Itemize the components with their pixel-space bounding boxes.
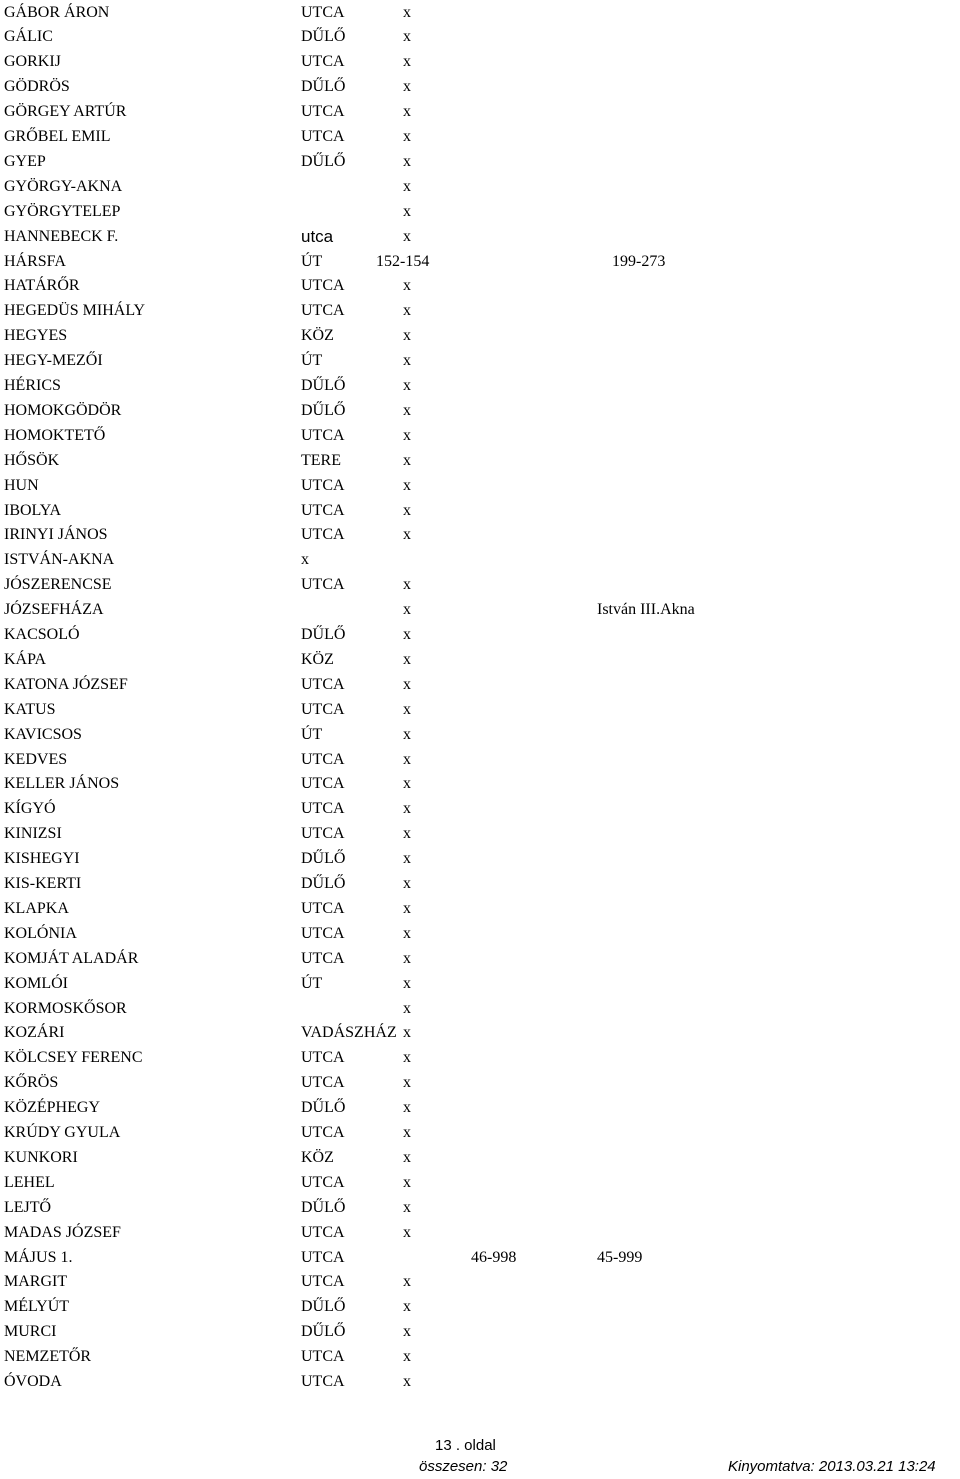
table-row: [0, 548, 960, 573]
mark-cell: x: [403, 1049, 411, 1067]
street-type: UTCA: [301, 103, 345, 121]
street-name: HUN: [4, 476, 39, 494]
mark-cell: x: [403, 800, 411, 818]
street-type: DŰLŐ: [301, 78, 346, 96]
table-row: [0, 573, 960, 598]
mark-cell: x: [403, 128, 411, 145]
street-type: UTCA: [301, 576, 345, 594]
street-name: KEDVES: [4, 750, 68, 768]
table-row: [0, 1071, 960, 1096]
street-name: HŐSÖK: [4, 451, 60, 469]
street-type: DŰLŐ: [301, 626, 346, 643]
street-type: UTCA: [301, 1248, 345, 1266]
mark-cell: x: [403, 924, 411, 942]
table-row: [0, 299, 960, 324]
total-pages: összesen: 32: [419, 1458, 508, 1475]
mark-cell: x: [403, 377, 411, 394]
street-name: KATONA JÓZSEF: [4, 675, 128, 693]
mark-cell: x: [403, 476, 411, 494]
table-row: [0, 474, 960, 499]
street-name: ISTVÁN-AKNA: [4, 551, 115, 569]
street-name: KÍGYÓ: [4, 800, 56, 818]
street-name: MÉLYÚT: [4, 1298, 70, 1316]
mark-cell: x: [403, 775, 411, 793]
mark-cell: x: [403, 327, 411, 345]
mark-cell: x: [403, 1373, 411, 1390]
mark-cell: x: [403, 451, 411, 469]
street-type: UTCA: [301, 1348, 345, 1366]
street-type: UTCA: [301, 302, 345, 320]
street-name: KÖZÉPHEGY: [4, 1099, 100, 1117]
street-type: KÖZ: [301, 327, 334, 345]
street-type: DŰLŐ: [301, 850, 346, 868]
table-row: [0, 1320, 960, 1345]
mark-cell: x: [403, 700, 411, 718]
street-name: IBOLYA: [4, 501, 62, 519]
mark-cell: x: [403, 1348, 411, 1366]
street-name: GÖDRÖS: [4, 78, 70, 96]
table-row: [0, 225, 960, 250]
street-type: UTCA: [301, 501, 345, 519]
street-type: TERE: [301, 451, 341, 469]
mark-cell: x: [403, 1323, 411, 1341]
mark-cell: x: [403, 999, 411, 1017]
mark-cell: x: [403, 650, 411, 668]
street-type: DŰLŐ: [301, 28, 346, 46]
print-timestamp: Kinyomtatva: 2013.03.21 13:24: [728, 1458, 936, 1475]
street-type: DŰLŐ: [301, 875, 346, 892]
table-row: [0, 872, 960, 897]
table-row: [0, 648, 960, 673]
street-type: VADÁSZHÁZ: [301, 1024, 397, 1042]
street-type: UTCA: [301, 1373, 345, 1390]
table-row: [0, 897, 960, 922]
street-type: UTCA: [301, 1173, 345, 1191]
mark-cell: x: [403, 277, 411, 295]
mark-cell: x: [403, 825, 411, 843]
table-row: [0, 499, 960, 524]
mark-cell: x: [403, 899, 411, 917]
table-row: [0, 1221, 960, 1246]
house-number-range-even: 46-998: [471, 1248, 517, 1266]
mark-cell: x: [403, 1173, 411, 1191]
table-row: [0, 374, 960, 399]
street-name: HANNEBECK F.: [4, 227, 119, 245]
mark-cell: x: [403, 352, 411, 370]
mark-cell: x: [403, 725, 411, 743]
table-row: [0, 598, 960, 623]
street-name: IRINYI JÁNOS: [4, 526, 108, 544]
street-name: GÁLIC: [4, 28, 53, 46]
street-type: UTCA: [301, 1049, 345, 1067]
street-type: UTCA: [301, 1273, 345, 1291]
street-name: HOMOKGÖDÖR: [4, 401, 122, 419]
street-name: KŐRÖS: [4, 1074, 59, 1092]
street-type: UTCA: [301, 949, 345, 967]
table-row: [0, 274, 960, 299]
street-name: KOZÁRI: [4, 1024, 65, 1042]
table-row: [0, 922, 960, 947]
table-row: [0, 200, 960, 225]
table-row: [0, 698, 960, 723]
table-row: [0, 100, 960, 125]
mark-cell: x: [403, 601, 411, 619]
table-row: [0, 25, 960, 50]
mark-cell: x: [403, 1223, 411, 1241]
street-type: ÚT: [301, 252, 323, 270]
mark-cell: x: [403, 626, 411, 643]
street-name: KUNKORI: [4, 1148, 78, 1166]
mark-cell: x: [403, 302, 411, 320]
table-row: [0, 75, 960, 100]
street-type: DŰLŐ: [301, 1323, 346, 1341]
street-name: MADAS JÓZSEF: [4, 1223, 121, 1241]
table-row: [0, 50, 960, 75]
mark-cell: x: [403, 949, 411, 967]
street-type: ÚT: [301, 352, 323, 370]
table-row: [0, 1295, 960, 1320]
mark-cell: x: [403, 3, 411, 21]
street-type: UTCA: [301, 53, 345, 71]
mark-cell: x: [403, 103, 411, 121]
table-row: [0, 1196, 960, 1221]
table-row: [0, 1345, 960, 1370]
mark-cell: x: [403, 152, 411, 170]
street-name: ÓVODA: [4, 1373, 62, 1390]
table-row: [0, 748, 960, 773]
mark-cell: x: [403, 53, 411, 71]
street-name: LEHEL: [4, 1173, 55, 1191]
table-row: [0, 673, 960, 698]
house-number-range-even: 152-154: [376, 252, 430, 270]
street-name: KLAPKA: [4, 899, 69, 917]
street-name: LEJTŐ: [4, 1198, 52, 1216]
street-name: HEGY-MEZŐI: [4, 352, 103, 370]
table-row: [0, 399, 960, 424]
street-name: KAVICSOS: [4, 725, 82, 743]
street-name: HOMOKTETŐ: [4, 426, 106, 444]
row-note: István III.Akna: [597, 601, 695, 619]
street-type: UTCA: [301, 526, 345, 544]
table-row: [0, 797, 960, 822]
street-name: HÁRSFA: [4, 252, 66, 270]
street-type: UTCA: [301, 700, 345, 718]
street-name: JÓZSEFHÁZA: [4, 601, 104, 619]
street-type: UTCA: [301, 277, 345, 295]
mark-cell: x: [403, 974, 411, 992]
street-type: UTCA: [301, 128, 345, 145]
street-name: KELLER JÁNOS: [4, 775, 120, 793]
mark-cell: x: [403, 1099, 411, 1117]
street-type: UTCA: [301, 3, 345, 21]
street-name: NEMZETŐR: [4, 1348, 92, 1366]
street-type: UTCA: [301, 476, 345, 494]
mark-cell: x: [403, 875, 411, 892]
table-row: [0, 1171, 960, 1196]
street-name: JÓSZERENCSE: [4, 576, 112, 594]
mark-cell: x: [403, 1124, 411, 1141]
street-type: KÖZ: [301, 1148, 334, 1166]
table-row: [0, 723, 960, 748]
street-type: UTCA: [301, 1124, 345, 1141]
table-row: [0, 349, 960, 374]
mark-cell: x: [403, 28, 411, 46]
table-row: [0, 1270, 960, 1295]
page-number: 13 . oldal: [435, 1437, 496, 1454]
street-name: KOMJÁT ALADÁR: [4, 949, 139, 967]
mark-cell: x: [403, 426, 411, 444]
street-name: KINIZSI: [4, 825, 62, 843]
table-row: [0, 150, 960, 175]
street-type: UTCA: [301, 426, 345, 444]
street-type: DŰLŐ: [301, 377, 346, 394]
table-row: [0, 1370, 960, 1395]
mark-cell: x: [403, 750, 411, 768]
mark-cell: x: [403, 1198, 411, 1216]
street-name: KOMLÓI: [4, 974, 68, 992]
street-name: GORKIJ: [4, 53, 61, 71]
street-name: KIS-KERTI: [4, 875, 82, 892]
mark-cell: x: [403, 576, 411, 594]
street-name: HEGYES: [4, 327, 68, 345]
table-row: [0, 125, 960, 150]
mark-cell: x: [403, 177, 411, 195]
table-row: [0, 847, 960, 872]
table-row: [0, 623, 960, 648]
street-type: utca: [301, 226, 334, 246]
street-name: KISHEGYI: [4, 850, 80, 868]
street-type: UTCA: [301, 775, 345, 793]
street-name: KÖLCSEY FERENC: [4, 1049, 143, 1067]
table-row: [0, 424, 960, 449]
mark-cell: x: [403, 401, 411, 419]
mark-cell: x: [403, 675, 411, 693]
mark-cell: x: [403, 202, 411, 220]
house-number-range-odd: 45-999: [597, 1248, 643, 1266]
table-row: [0, 1121, 960, 1146]
street-name: KATUS: [4, 700, 56, 718]
street-type: UTCA: [301, 899, 345, 917]
table-row: [0, 1046, 960, 1071]
street-name: GYÖRGY-AKNA: [4, 177, 123, 195]
table-row: [0, 1246, 960, 1271]
table-row: [0, 1, 960, 26]
mark-cell: x: [403, 1074, 411, 1092]
table-row: [0, 997, 960, 1022]
street-type: DŰLŐ: [301, 1198, 346, 1216]
mark-cell: x: [403, 227, 411, 245]
mark-cell: x: [301, 551, 309, 569]
street-name: HATÁRŐR: [4, 277, 80, 295]
table-row: [0, 449, 960, 474]
table-row: [0, 972, 960, 997]
street-type: DŰLŐ: [301, 401, 346, 419]
street-name: KRÚDY GYULA: [4, 1124, 121, 1141]
mark-cell: x: [403, 1298, 411, 1316]
street-name: GRŐBEL EMIL: [4, 128, 111, 145]
table-row: [0, 1021, 960, 1046]
street-name: MÁJUS 1.: [4, 1248, 73, 1266]
street-type: UTCA: [301, 825, 345, 843]
mark-cell: x: [403, 1024, 411, 1042]
mark-cell: x: [403, 850, 411, 868]
street-type: UTCA: [301, 800, 345, 818]
mark-cell: x: [403, 526, 411, 544]
table-row: [0, 947, 960, 972]
street-type: UTCA: [301, 924, 345, 942]
table-row: [0, 175, 960, 200]
street-name: HEGEDÜS MIHÁLY: [4, 302, 146, 320]
street-type: DŰLŐ: [301, 1298, 346, 1316]
table-row: [0, 523, 960, 548]
mark-cell: x: [403, 78, 411, 96]
street-name: KOLÓNIA: [4, 924, 77, 942]
mark-cell: x: [403, 1273, 411, 1291]
street-name: GYÖRGYTELEP: [4, 202, 121, 220]
street-type: UTCA: [301, 750, 345, 768]
street-name: HÉRICS: [4, 377, 61, 394]
table-row: [0, 1096, 960, 1121]
mark-cell: x: [403, 501, 411, 519]
table-row: [0, 1146, 960, 1171]
table-row: [0, 250, 960, 275]
street-name: KORMOSKŐSOR: [4, 999, 127, 1017]
street-name: GÖRGEY ARTÚR: [4, 103, 127, 121]
table-row: [0, 772, 960, 797]
street-name: KÁPA: [4, 650, 47, 668]
table-row: [0, 324, 960, 349]
mark-cell: x: [403, 1148, 411, 1166]
street-type: UTCA: [301, 1074, 345, 1092]
street-name: MURCI: [4, 1323, 57, 1341]
table-row: [0, 822, 960, 847]
street-type: KÖZ: [301, 650, 334, 668]
street-name: GYEP: [4, 152, 46, 170]
street-type: ÚT: [301, 725, 323, 743]
street-type: DŰLŐ: [301, 1099, 346, 1117]
street-type: UTCA: [301, 1223, 345, 1241]
street-name: KACSOLÓ: [4, 626, 80, 643]
street-name: MARGIT: [4, 1273, 68, 1291]
house-number-range-odd: 199-273: [612, 252, 666, 270]
street-type: DŰLŐ: [301, 152, 346, 170]
street-type: ÚT: [301, 974, 323, 992]
street-name: GÁBOR ÁRON: [4, 3, 110, 21]
street-type: UTCA: [301, 675, 345, 693]
